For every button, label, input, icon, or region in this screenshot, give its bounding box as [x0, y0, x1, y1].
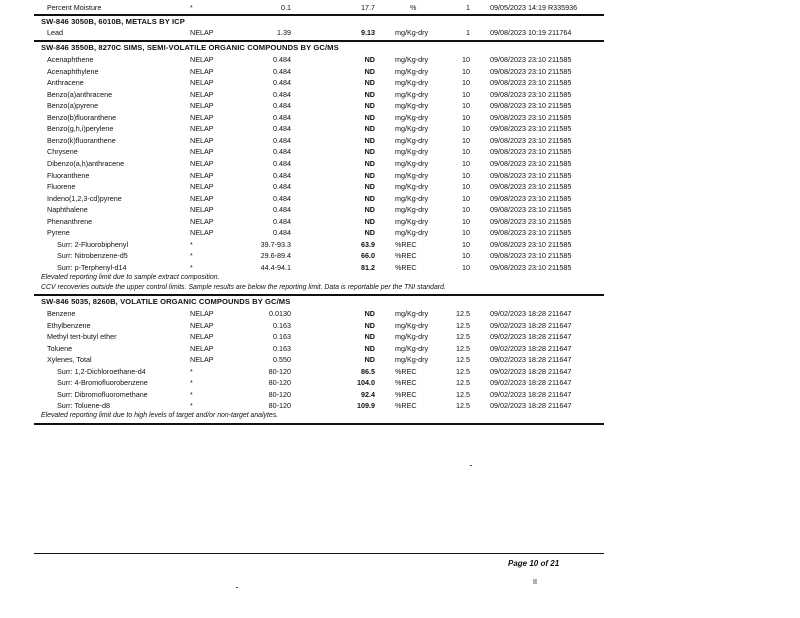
note-elevated-limit: Elevated reporting limit due to sample extract composition. [41, 274, 220, 281]
analyzed-date: 09/02/2023 18:28 211647 [490, 378, 572, 388]
result-value: 63.9 [361, 239, 375, 249]
result-value: ND [364, 343, 375, 353]
dilution: 10 [462, 78, 470, 88]
result-value: ND [364, 355, 375, 365]
units: mg/Kg-dry [395, 343, 429, 353]
units: mg/Kg-dry [395, 55, 429, 64]
table-row [0, 123, 800, 135]
units: mg/Kg-dry [395, 158, 429, 168]
analyte-name: Fluoranthene [47, 170, 90, 180]
mdl-value: 80-120 [268, 366, 291, 376]
mdl-value: 80-120 [268, 389, 291, 399]
analyte-name: Lead [47, 28, 63, 37]
result-value: ND [364, 147, 375, 157]
note-ccv: CCV recoveries outside the upper control limits. Sample results are below the reporting limit. Data is reportable per the TNI standard. [41, 284, 446, 291]
result-value: 66.0 [361, 251, 375, 261]
divider [34, 14, 604, 16]
analyzed-date: 09/05/2023 14:19 R335936 [490, 3, 578, 12]
units: %REC [395, 366, 417, 376]
units: mg/Kg-dry [395, 89, 429, 99]
dilution: 1 [466, 3, 470, 12]
result-value: ND [364, 170, 375, 180]
analyte-name: Fluorene [47, 182, 76, 192]
dilution: 10 [462, 147, 470, 157]
mdl-value: 44.4-94.1 [260, 262, 291, 272]
units: %REC [395, 389, 417, 399]
section-header-metals: SW-846 3050B, 6010B, METALS BY ICP [41, 17, 185, 26]
certification: NELAP [190, 355, 214, 365]
certification: NELAP [190, 193, 214, 203]
analyzed-date: 09/08/2023 23:10 211585 [490, 78, 572, 88]
dilution: 12.5 [456, 366, 470, 376]
units: mg/Kg-dry [395, 101, 429, 111]
dilution: 10 [462, 205, 470, 215]
analyzed-date: 09/08/2023 23:10 211585 [490, 66, 572, 76]
dilution: 10 [462, 66, 470, 76]
certification: NELAP [190, 228, 214, 238]
analyzed-date: 09/02/2023 18:28 211647 [490, 366, 572, 376]
analyzed-date: 09/08/2023 23:10 211585 [490, 89, 572, 99]
mdl-value: 0.484 [273, 182, 291, 192]
analyzed-date: 09/08/2023 23:10 211585 [490, 101, 572, 111]
certification: NELAP [190, 55, 214, 64]
dilution: 12.5 [456, 378, 470, 388]
mdl-value: 29.6-89.4 [260, 251, 291, 261]
dilution: 12.5 [456, 343, 470, 353]
certification: NELAP [190, 205, 214, 215]
units: %REC [395, 401, 417, 411]
analyte-name: Ethylbenzene [47, 320, 91, 330]
mdl-value: 0.484 [273, 78, 291, 88]
table-row [0, 66, 800, 78]
analyzed-date: 09/02/2023 18:28 211647 [490, 389, 572, 399]
scan-speck [470, 465, 472, 466]
analyzed-date: 09/08/2023 23:10 211585 [490, 124, 572, 134]
certification: NELAP [190, 170, 214, 180]
certification: NELAP [190, 78, 214, 88]
surrogate-row [0, 377, 800, 389]
analyte-name: Surr: Nitrobenzene-d5 [57, 251, 128, 261]
certification: * [190, 239, 193, 249]
analyzed-date: 09/08/2023 23:10 211585 [490, 205, 572, 215]
table-row [0, 354, 800, 366]
dilution: 10 [462, 170, 470, 180]
table-row [0, 181, 800, 193]
mdl-value: 0.484 [273, 89, 291, 99]
certification: * [190, 251, 193, 261]
analyzed-date: 09/08/2023 23:10 211585 [490, 55, 572, 64]
table-row [0, 54, 800, 66]
analyte-name: Anthracene [47, 78, 84, 88]
units: mg/Kg-dry [395, 112, 429, 122]
result-value: ND [364, 135, 375, 145]
table-row [0, 77, 800, 89]
certification: NELAP [190, 147, 214, 157]
mdl-value: 0.163 [273, 332, 291, 342]
mdl-value: 0.484 [273, 112, 291, 122]
units: mg/Kg-dry [395, 205, 429, 215]
dilution: 10 [462, 124, 470, 134]
mdl-value: 0.1 [281, 3, 291, 12]
dilution: 10 [462, 55, 470, 64]
certification: * [190, 378, 193, 388]
certification: NELAP [190, 124, 214, 134]
divider [34, 40, 604, 42]
surrogate-row [0, 262, 800, 274]
mdl-value: 39.7-93.3 [260, 239, 291, 249]
result-value: ND [364, 193, 375, 203]
result-value: ND [364, 124, 375, 134]
units: mg/Kg-dry [395, 28, 429, 37]
analyte-name: Dibenzo(a,h)anthracene [47, 158, 125, 168]
dilution: 10 [462, 112, 470, 122]
analyte-name: Toluene [47, 343, 73, 353]
mdl-value: 80-120 [268, 401, 291, 411]
analyzed-date: 09/08/2023 23:10 211585 [490, 158, 572, 168]
result-value: 109.9 [357, 401, 375, 411]
certification: NELAP [190, 89, 214, 99]
mdl-value: 0.484 [273, 124, 291, 134]
table-row [0, 343, 800, 355]
surrogate-row [0, 239, 800, 251]
analyte-name: Surr: 4-Bromofluorobenzene [57, 378, 148, 388]
scan-speck [236, 587, 238, 588]
result-value: ND [364, 89, 375, 99]
table-row [0, 89, 800, 101]
analyzed-date: 09/08/2023 23:10 211585 [490, 182, 572, 192]
surrogate-row [0, 389, 800, 401]
analyzed-date: 09/08/2023 23:10 211585 [490, 170, 572, 180]
analyte-name: Benzo(a)anthracene [47, 89, 113, 99]
certification: NELAP [190, 182, 214, 192]
result-value: ND [364, 332, 375, 342]
analyte-name: Acenaphthene [47, 55, 94, 64]
analyzed-date: 09/08/2023 10:19 211764 [490, 28, 572, 37]
units: mg/Kg-dry [395, 332, 429, 342]
units: % [410, 3, 417, 12]
table-row [0, 158, 800, 170]
result-value: ND [364, 216, 375, 226]
analyzed-date: 09/08/2023 23:10 211585 [490, 251, 572, 261]
analyzed-date: 09/08/2023 23:10 211585 [490, 262, 572, 272]
result-value: ND [364, 66, 375, 76]
analyzed-date: 09/02/2023 18:28 211647 [490, 320, 572, 330]
certification: NELAP [190, 135, 214, 145]
analyte-name: Indeno(1,2,3-cd)pyrene [47, 193, 122, 203]
analyte-name: Surr: 2-Fluorobiphenyl [57, 239, 129, 249]
certification: NELAP [190, 309, 214, 318]
certification: NELAP [190, 101, 214, 111]
analyte-name: Phenanthrene [47, 216, 93, 226]
mdl-value: 0.484 [273, 135, 291, 145]
analyzed-date: 09/02/2023 18:28 211647 [490, 332, 572, 342]
units: mg/Kg-dry [395, 228, 429, 238]
mdl-value: 0.484 [273, 101, 291, 111]
result-value: ND [364, 158, 375, 168]
mdl-value: 0.484 [273, 147, 291, 157]
analyte-name: Methyl tert-butyl ether [47, 332, 117, 342]
mdl-value: 0.550 [273, 355, 291, 365]
table-row [0, 204, 800, 216]
mdl-value: 0.484 [273, 228, 291, 238]
surrogate-row [0, 250, 800, 262]
analyzed-date: 09/02/2023 18:28 211647 [490, 355, 572, 365]
dilution: 10 [462, 89, 470, 99]
analyte-name: Benzene [47, 309, 76, 318]
units: mg/Kg-dry [395, 147, 429, 157]
table-row [0, 2, 800, 14]
certification: NELAP [190, 343, 214, 353]
divider [34, 423, 604, 425]
dilution: 12.5 [456, 355, 470, 365]
units: mg/Kg-dry [395, 355, 429, 365]
units: %REC [395, 239, 417, 249]
footer-divider [34, 553, 604, 554]
result-value: 81.2 [361, 262, 375, 272]
certification: * [190, 262, 193, 272]
analyte-name: Surr: p-Terphenyl-d14 [57, 262, 127, 272]
table-row [0, 216, 800, 228]
table-row [0, 100, 800, 112]
page-number: Page 10 of 21 [508, 559, 560, 568]
mdl-value: 0.484 [273, 205, 291, 215]
result-value: ND [364, 320, 375, 330]
analyzed-date: 09/08/2023 23:10 211585 [490, 216, 572, 226]
result-value: ND [364, 205, 375, 215]
mdl-value: 0.484 [273, 55, 291, 64]
result-value: ND [364, 182, 375, 192]
dilution: 12.5 [456, 401, 470, 411]
table-row [0, 308, 800, 320]
mdl-value: 1.39 [277, 28, 291, 37]
units: %REC [395, 378, 417, 388]
note-elevated-limit-voc: Elevated reporting limit due to high levels of target and/or non-target analytes. [41, 412, 279, 419]
table-row [0, 227, 800, 239]
mdl-value: 0.484 [273, 170, 291, 180]
certification: NELAP [190, 112, 214, 122]
result-value: ND [364, 78, 375, 88]
result-value: ND [364, 55, 375, 64]
table-row [0, 170, 800, 182]
certification: * [190, 366, 193, 376]
mdl-value: 0.484 [273, 193, 291, 203]
table-row [0, 135, 800, 147]
units: mg/Kg-dry [395, 193, 429, 203]
units: mg/Kg-dry [395, 309, 429, 318]
certification: NELAP [190, 320, 214, 330]
mdl-value: 0.484 [273, 158, 291, 168]
certification: * [190, 389, 193, 399]
dilution: 12.5 [456, 332, 470, 342]
table-row [0, 193, 800, 205]
analyzed-date: 09/02/2023 18:28 211647 [490, 309, 572, 318]
units: mg/Kg-dry [395, 320, 429, 330]
analyzed-date: 09/08/2023 23:10 211585 [490, 239, 572, 249]
units: %REC [395, 262, 417, 272]
analyte-name: Chrysene [47, 147, 78, 157]
certification: NELAP [190, 332, 214, 342]
analyte-name: Surr: 1,2-Dichloroethane-d4 [57, 366, 146, 376]
result-value: 17.7 [361, 3, 375, 12]
analyte-name: Benzo(k)fluoranthene [47, 135, 116, 145]
analyzed-date: 09/08/2023 23:10 211585 [490, 228, 572, 238]
mdl-value: 0.163 [273, 320, 291, 330]
analyte-name: Benzo(g,h,i)perylene [47, 124, 114, 134]
dilution: 10 [462, 182, 470, 192]
analyte-name: Benzo(b)fluoranthene [47, 112, 117, 122]
section-header-voc: SW-846 5035, 8260B, VOLATILE ORGANIC COMPOUNDS BY GC/MS [41, 297, 291, 306]
analyte-name: Xylenes, Total [47, 355, 92, 365]
units: mg/Kg-dry [395, 170, 429, 180]
table-row [0, 112, 800, 124]
analyte-name: Benzo(a)pyrene [47, 101, 99, 111]
result-value: ND [364, 309, 375, 318]
analyte-name: Acenaphthylene [47, 66, 99, 76]
analyzed-date: 09/08/2023 23:10 211585 [490, 147, 572, 157]
result-value: 9.13 [361, 28, 375, 37]
mdl-value: 0.0130 [269, 309, 291, 318]
result-value: 92.4 [361, 389, 375, 399]
table-row [0, 146, 800, 158]
units: mg/Kg-dry [395, 78, 429, 88]
result-value: 86.5 [361, 366, 375, 376]
dilution: 1 [466, 28, 470, 37]
surrogate-row [0, 366, 800, 378]
analyte-name: Surr: Toluene-d8 [57, 401, 111, 411]
certification: NELAP [190, 216, 214, 226]
mdl-value: 80-120 [268, 378, 291, 388]
section-header-svoc: SW-846 3550B, 8270C SIMS, SEMI-VOLATILE ORGANIC COMPOUNDS BY GC/MS [41, 43, 339, 52]
dilution: 10 [462, 216, 470, 226]
table-row [0, 320, 800, 332]
dilution: 10 [462, 239, 470, 249]
dilution: 12.5 [456, 389, 470, 399]
dilution: 10 [462, 135, 470, 145]
table-row [0, 331, 800, 343]
surrogate-row [0, 400, 800, 412]
units: mg/Kg-dry [395, 124, 429, 134]
analyzed-date: 09/08/2023 23:10 211585 [490, 193, 572, 203]
dilution: 10 [462, 251, 470, 261]
table-row [0, 27, 800, 39]
units: mg/Kg-dry [395, 66, 429, 76]
analyte-name: Surr: Dibromofluoromethane [57, 389, 148, 399]
result-value: 104.0 [357, 378, 375, 388]
dilution: 10 [462, 262, 470, 272]
units: mg/Kg-dry [395, 216, 429, 226]
scan-mark: |||| [533, 579, 537, 585]
analyzed-date: 09/02/2023 18:28 211647 [490, 343, 572, 353]
units: mg/Kg-dry [395, 182, 429, 192]
certification: * [190, 401, 193, 411]
mdl-value: 0.484 [273, 216, 291, 226]
mdl-value: 0.163 [273, 343, 291, 353]
dilution: 10 [462, 158, 470, 168]
analyzed-date: 09/08/2023 23:10 211585 [490, 135, 572, 145]
certification: NELAP [190, 28, 214, 37]
units: %REC [395, 251, 417, 261]
units: mg/Kg-dry [395, 135, 429, 145]
result-value: ND [364, 228, 375, 238]
dilution: 10 [462, 193, 470, 203]
result-value: ND [364, 101, 375, 111]
dilution: 10 [462, 228, 470, 238]
dilution: 12.5 [456, 320, 470, 330]
divider [34, 294, 604, 296]
result-value: ND [364, 112, 375, 122]
certification: NELAP [190, 66, 214, 76]
analyte-name: Naphthalene [47, 205, 88, 215]
analyte-name: Percent Moisture [47, 3, 102, 12]
certification: NELAP [190, 158, 214, 168]
mdl-value: 0.484 [273, 66, 291, 76]
certification: * [190, 3, 193, 12]
analyzed-date: 09/08/2023 23:10 211585 [490, 112, 572, 122]
dilution: 12.5 [456, 309, 470, 318]
dilution: 10 [462, 101, 470, 111]
analyzed-date: 09/02/2023 18:28 211647 [490, 401, 572, 411]
analyte-name: Pyrene [47, 228, 70, 238]
